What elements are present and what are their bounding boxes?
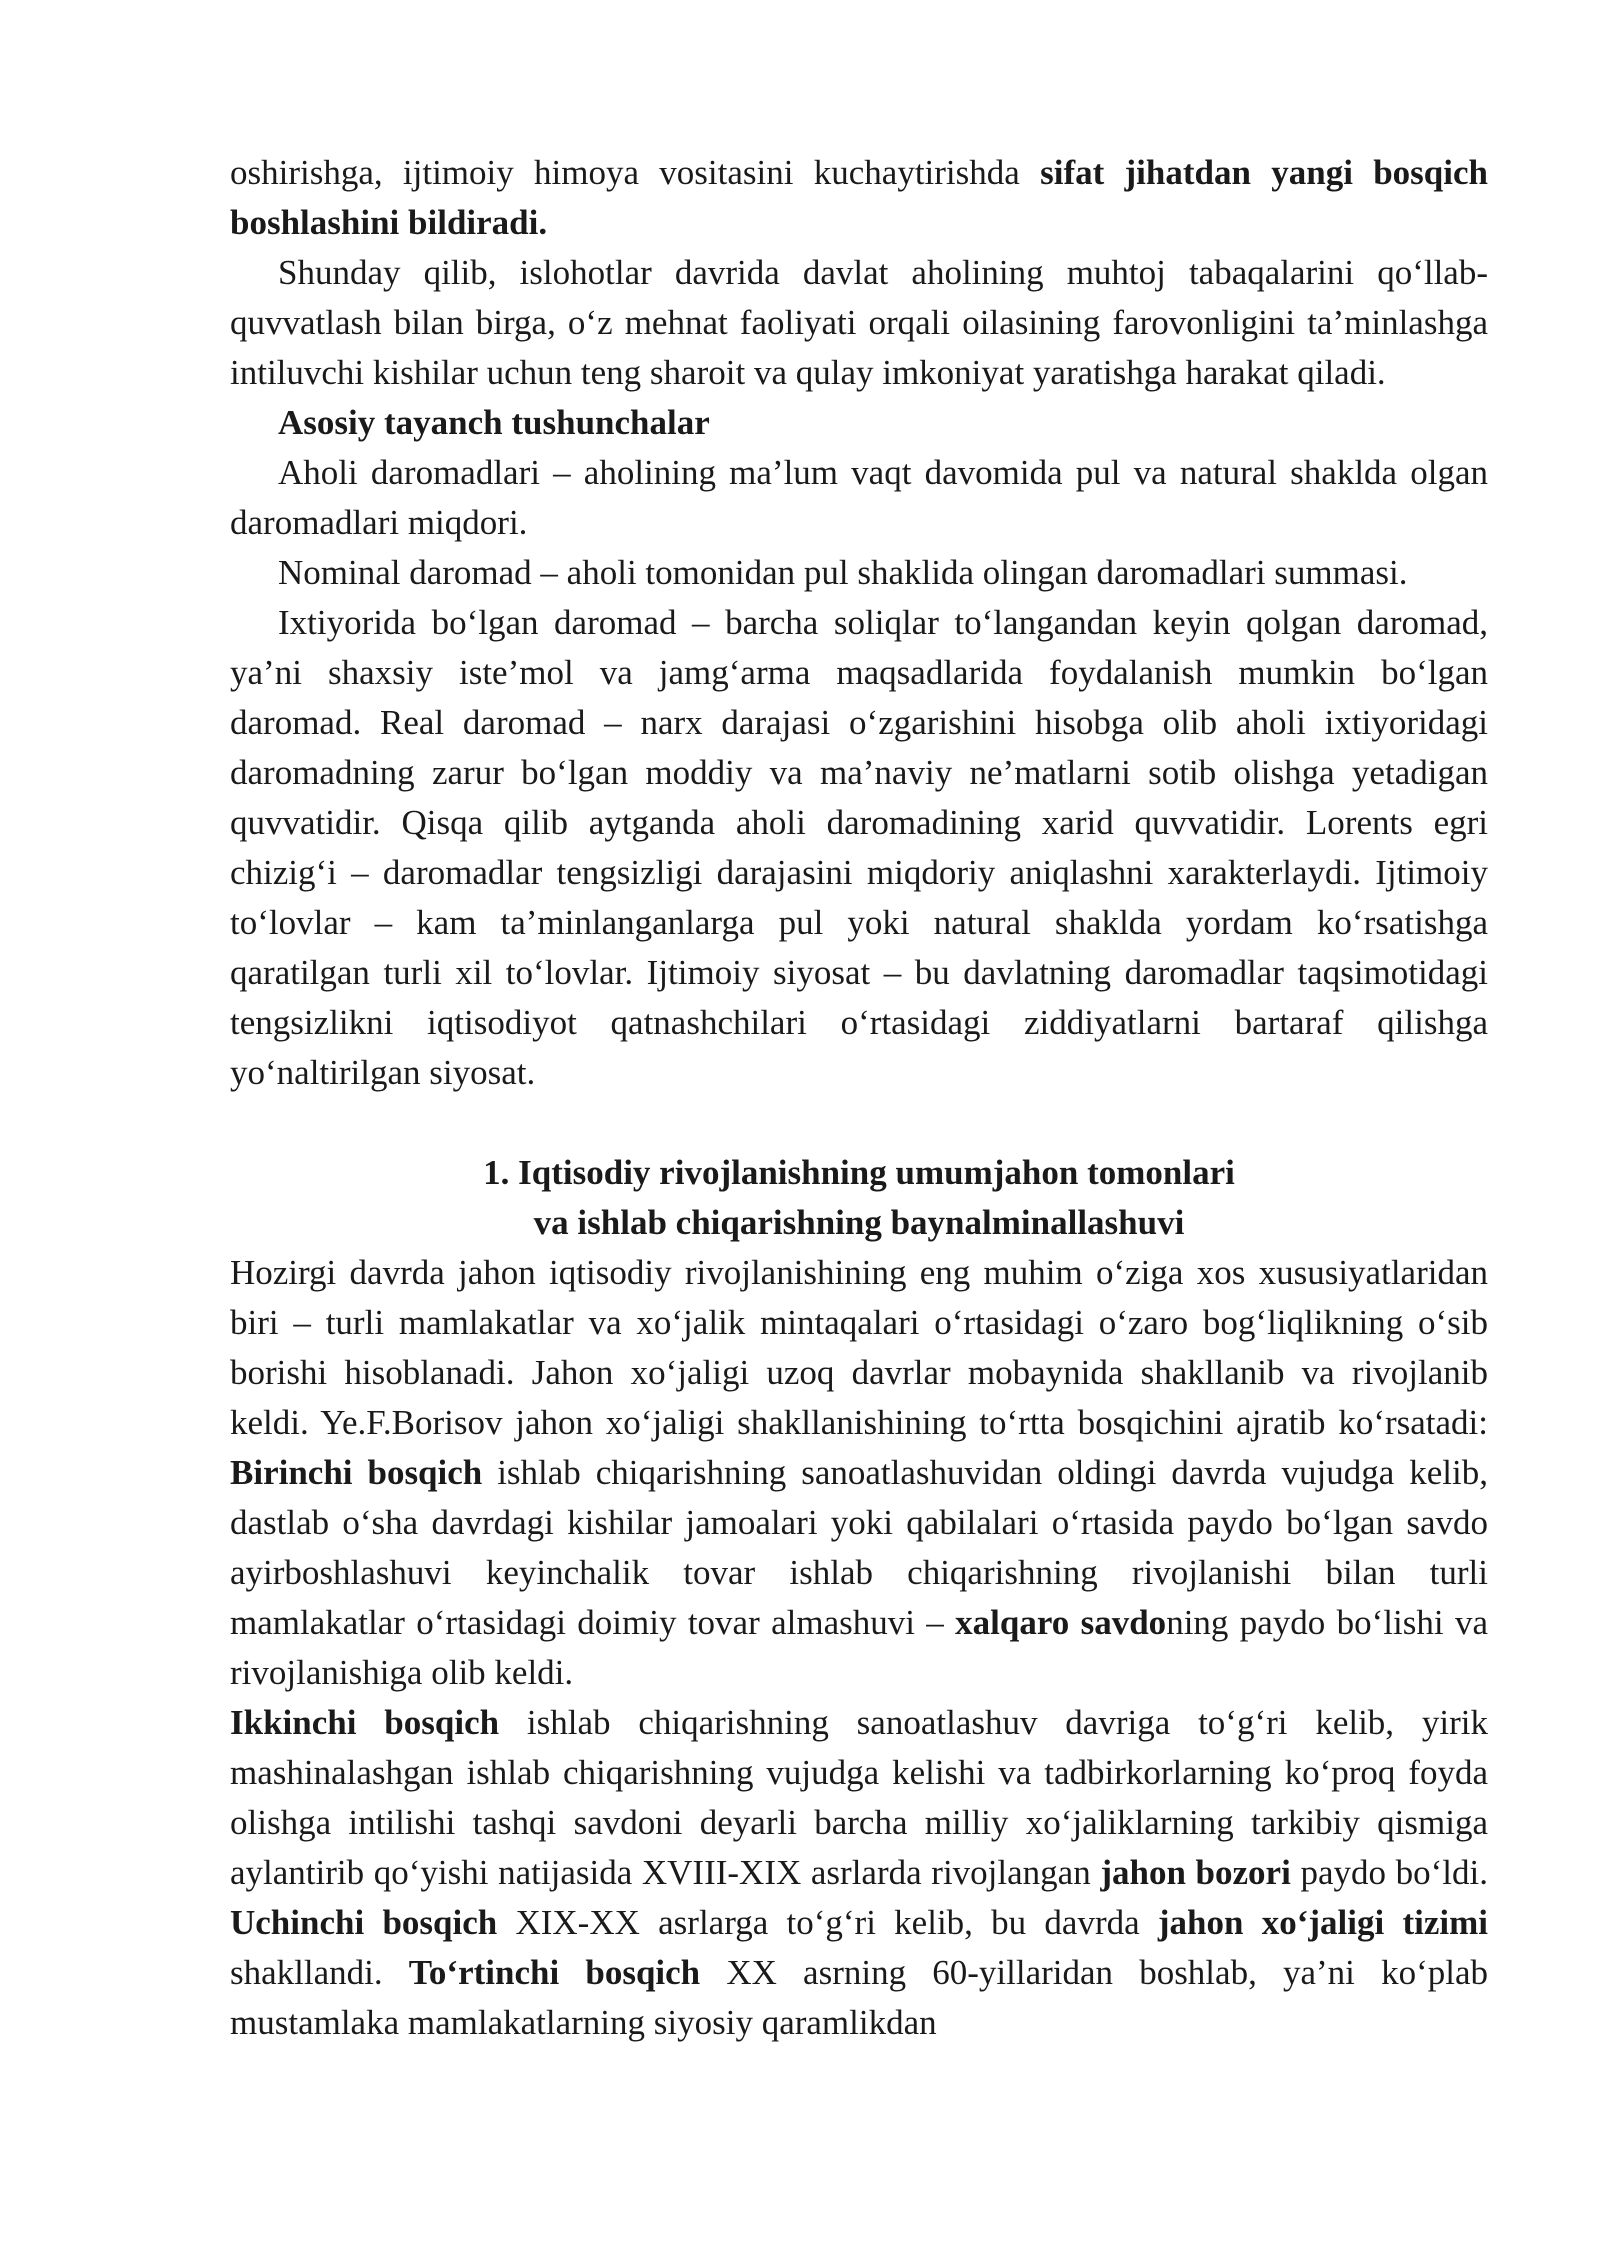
paragraph-text: oshirishga, ijtimoiy himoya vositasini kuchaytirishda [230, 153, 1041, 192]
paragraph-text: XX asrning 60-yillaridan boshlab, ya’ni ko‘plab mustamlaka mamlakatlarning siyosiy qaramlikdan [230, 1953, 1488, 2042]
paragraph-text: Hozirgi davrda jahon iqtisodiy rivojlanishining eng muhim o‘ziga xos xususiyatlaridan biri – turli mamlakatlar va xo‘jalik mintaqalari o‘rtasidagi o‘zaro bog‘liqlikning o‘sib borishi hisoblanadi. Jahon xo‘jaligi uzoq davrlar mobaynida shakllanib va rivojlanib keldi. Ye.F.Borisov jahon xo‘jaligi shakllanishining to‘rtta bosqichini ajratib ko‘rsatadi: [230, 1253, 1488, 1442]
bold-phrase: Ikkinchi bosqich [230, 1703, 500, 1742]
paragraph-text: ning paydo bo‘lishi va rivojlanishiga olib keldi. [230, 1603, 1488, 1692]
definition-disposable-income: Ixtiyorida bo‘lgan daromad – barcha soliqlar to‘langandan keyin qolgan daromad, ya’ni shaxsiy iste’mol va jamg‘arma maqsadlarida foydalanish mumkin bo‘lgan daromad. Real daromad – narx darajasi o‘zgarishini hisobga olib aholi ixtiyoridagi daromadning zarur bo‘lgan moddiy va ma’naviy ne’matlarni sotib olishga yetadigan quvvatidir. Qisqa qilib aytganda aholi daromadining xarid quvvatidir. Lorents egri chizig‘i – daromadlar tengsizligi darajasini miqdoriy aniqlashni xarakterlaydi. Ijtimoiy to‘lovlar – kam ta’minlanganlarga pul yoki natural shaklda yordam ko‘rsatishga qaratilgan turli xil to‘lovlar. Ijtimoiy siyosat – bu davlatning daromadlar taqsimotidagi tengsizlikni iqtisodiyot qatnashchilari o‘rtasidagi ziddiyatlarni bartaraf qilishga yo‘naltirilgan siyosat. [230, 603, 1488, 1092]
bold-phrase: Uchinchi bosqich [230, 1903, 498, 1942]
subheading-text: Asosiy tayanch tushunchalar [278, 403, 710, 442]
document-page [230, 148, 1488, 2048]
section-heading-line-1: 1. Iqtisodiy rivojlanishning umumjahon tomonlari [483, 1153, 1235, 1192]
definition-nominal-income: Nominal daromad – aholi tomonidan pul shaklida olingan daromadlari summasi. [278, 553, 1408, 592]
bold-phrase: sifat jihatdan yangi bosqich boshlashini bildiradi. [230, 153, 1488, 242]
paragraph-text: paydo bo‘ldi. [1290, 1853, 1488, 1892]
bold-phrase: jahon bozori [1100, 1853, 1291, 1892]
bold-phrase: xalqaro savdo [955, 1603, 1167, 1642]
section-heading-line-2: va ishlab chiqarishning baynalminallashuvi [533, 1203, 1185, 1242]
section-subheading-key-concepts [230, 398, 1488, 448]
section-heading [230, 1148, 1488, 1248]
paragraph-text: XIX-XX asrlarga to‘g‘ri kelib, bu davrda [497, 1903, 1158, 1942]
bold-phrase: Birinchi bosqich [230, 1453, 483, 1492]
bold-phrase: To‘rtinchi bosqich [408, 1953, 701, 1992]
paragraph-later-stages [230, 1698, 1488, 2048]
paragraph-text: ishlab chiqarishning sanoatlashuvidan oldingi davrda vujudga kelib, dastlab o‘sha davrdagi kishilar jamoalari yoki qabilalari o‘rtasida paydo bo‘lgan savdo ayirboshlashuvi keyinchalik tovar ishlab chiqarishning rivojlanishi bilan turli mamlakatlar o‘rtasidagi doimiy tovar almashuvi – [230, 1453, 1488, 1642]
paragraph-text: ishlab chiqarishning sanoatlashuv davriga to‘g‘ri kelib, yirik mashinalashgan ishlab chiqarishning vujudga kelishi va tadbirkorlarning ko‘proq foyda olishga intilishi tashqi savdoni deyarli barcha milliy xo‘jaliklarning tarkibiy qismiga aylantirib qo‘yishi natijasida XVIII-XIX asrlarda rivojlangan [230, 1703, 1488, 1892]
paragraph-world-economy-stages [230, 1248, 1488, 1698]
paragraph-intro-continuation [230, 148, 1488, 248]
paragraph-reform-summary: Shunday qilib, islohotlar davrida davlat aholining muhtoj tabaqalarini qo‘llab-quvvatlash bilan birga, o‘z mehnat faoliyati orqali oilasining farovonligini ta’minlashga intiluvchi kishilar uchun teng sharoit va qulay imkoniyat yaratishga harakat qiladi. [230, 253, 1488, 392]
bold-phrase: jahon xo‘jaligi tizimi [1157, 1903, 1488, 1942]
definition-population-income: Aholi daromadlari – aholining ma’lum vaqt davomida pul va natural shaklda olgan daromadlari miqdori. [230, 453, 1488, 542]
paragraph-text: shakllandi. [230, 1953, 409, 1992]
